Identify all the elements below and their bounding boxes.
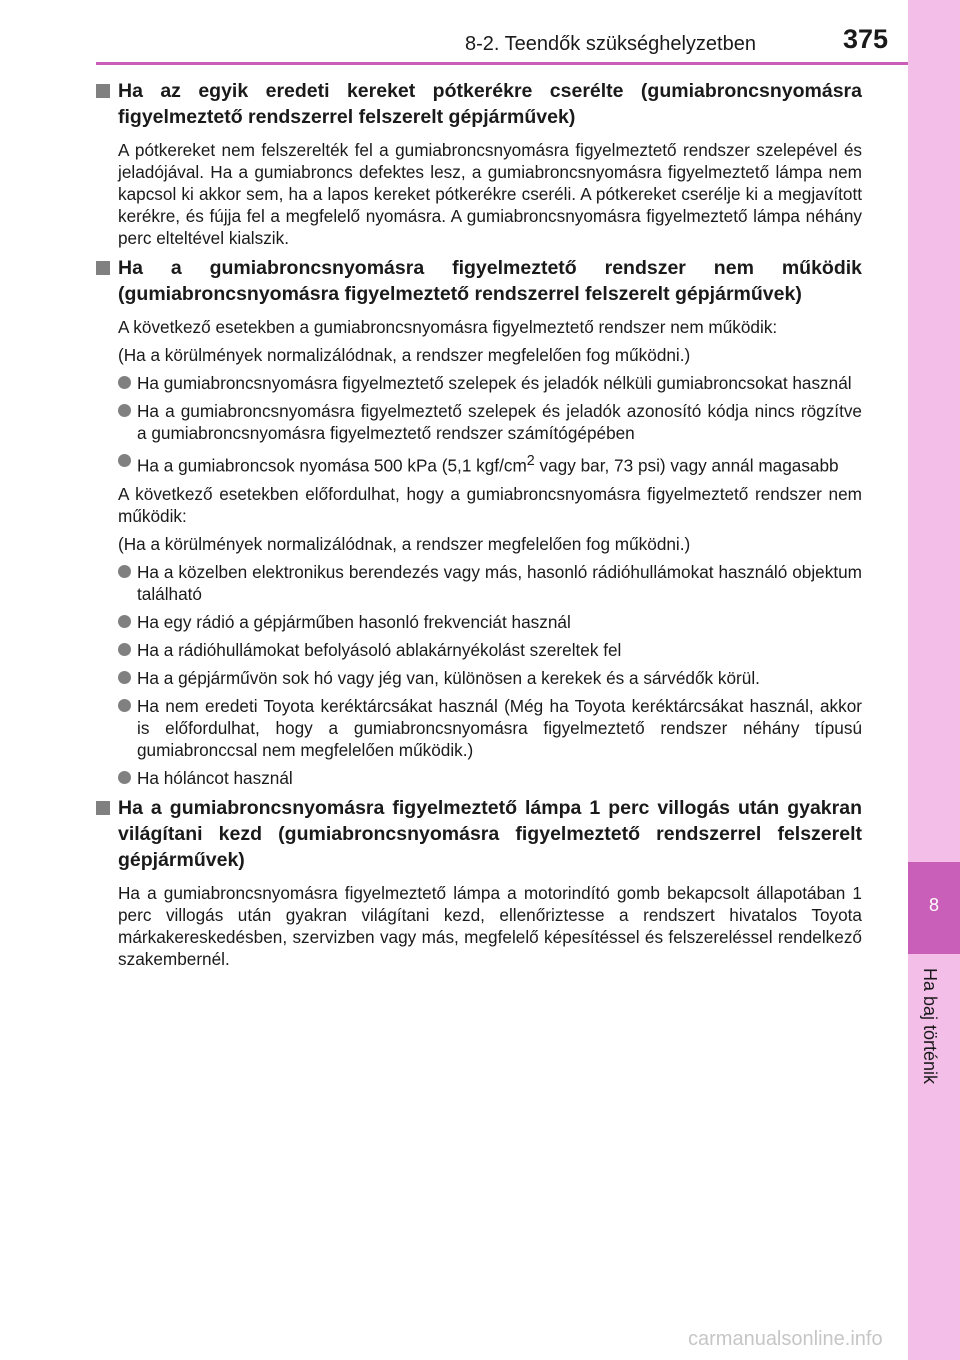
list-item [118, 639, 862, 661]
section-title: 8-2. Teendők szükséghelyzetben [465, 33, 756, 55]
circle-bullet-icon [118, 771, 131, 784]
page-number: 375 [843, 24, 889, 54]
list-item [118, 695, 862, 761]
list-item [118, 450, 862, 477]
list-item-text: Ha a gumiabroncsnyomásra figyelmeztető szelepek és jeladók azonosító kódja nincs rögzítve a gumiabroncsnyomásra figyelmeztető rendszer számítógépében [137, 401, 862, 443]
list-item-text: Ha a rádióhullámokat befolyásoló ablakárnyékolást szereltek fel [137, 639, 622, 660]
chapter-number: 8 [928, 895, 939, 915]
page-header [0, 0, 908, 62]
list-item-text: Ha egy rádió a gépjárműben hasonló frekvenciát használ [137, 611, 571, 632]
circle-bullet-icon [118, 671, 131, 684]
circle-bullet-icon [118, 643, 131, 656]
square-bullet-icon [96, 261, 110, 275]
paragraph-note: (Ha a körülmények normalizálódnak, a rendszer megfelelően fog működni.) [118, 345, 691, 365]
circle-bullet-icon [118, 615, 131, 628]
section-heading [96, 795, 862, 873]
paragraph: Ha a gumiabroncsnyomásra figyelmeztető lámpa a motorindító gomb bekapcsolt állapotában 1 perc villogás után gyakran világítani kezd, ellenőriztesse a rendszert hivatalos Toyota márkakereskedésben, szervizben vagy más, megfelelő képesítéssel és felszereléssel rendelkező szakembernél. [118, 882, 862, 969]
list-item-text: Ha hóláncot használ [137, 767, 293, 788]
circle-bullet-icon [118, 699, 131, 712]
circle-bullet-icon [118, 454, 131, 467]
header-rule [96, 62, 908, 65]
paragraph: A következő esetekben a gumiabroncsnyomásra figyelmeztető rendszer nem működik: [118, 317, 778, 337]
list-item-text-end: vagy bar, 73 psi) vagy annál magasabb [534, 455, 839, 476]
list-item [118, 767, 862, 789]
side-tab [908, 0, 960, 1360]
list-item-text-start: Ha a gumiabroncsok nyomása 500 kPa (5,1 kgf/cm [137, 455, 527, 476]
paragraph: A pótkereket nem felszerelték fel a gumiabroncsnyomásra figyelmeztető rendszer szelepével és jeladójával. Ha a gumiabroncs defektes lesz, a gumiabroncsnyomásra figyelmeztető lámpa nem kapcsol ki akkor sem, ha a lapos kereket pótkerékre cseréli. A pótkereket cserélje ki a megjavított kerékre, és fújja fel a megfelelő nyomásra. A gumiabroncsnyomásra figyelmeztető lámpa néhány perc elteltével kialszik. [118, 140, 862, 248]
watermark: carmanualsonline.info [688, 1328, 883, 1350]
list-item-text: Ha a közelben elektronikus berendezés vagy más, hasonló rádióhullámokat használó objektum található [137, 561, 862, 604]
list-item [118, 561, 862, 605]
section-heading-text: Ha a gumiabroncsnyomásra figyelmeztető lámpa 1 perc villogás után gyakran világítani kezd (gumiabroncsnyomásra figyelmeztető rendszerrel felszerelt gépjárművek) [118, 796, 862, 871]
square-bullet-icon [96, 801, 110, 815]
list-item-text: Ha nem eredeti Toyota keréktárcsákat használ (Még ha Toyota keréktárcsákat használ, akkor is előfordulhat, hogy a gumiabroncsnyomásra figyelmeztető rendszer néhány típusú gumiabronccsal nem megfelelően működik.) [137, 695, 862, 760]
paragraph: A következő esetekben előfordulhat, hogy a gumiabroncsnyomásra figyelmeztető rendszer nem működik: [118, 483, 862, 526]
list-item-text: Ha a gépjárművön sok hó vagy jég van, különösen a kerekek és a sárvédők körül. [137, 667, 760, 688]
section-heading [96, 255, 862, 307]
list-item [118, 400, 862, 444]
circle-bullet-icon [118, 565, 131, 578]
circle-bullet-icon [118, 376, 131, 389]
section-heading-text: Ha az egyik eredeti kereket pótkerékre cserélte (gumiabroncsnyomásra figyelmeztető rendszerrel felszerelt gépjárművek) [118, 80, 862, 128]
list-item [118, 372, 862, 394]
chapter-title: Ha baj történik [920, 968, 940, 1085]
section-heading [96, 78, 862, 130]
section-heading-text: Ha a gumiabroncsnyomásra figyelmeztető rendszer nem működik (gumiabroncsnyomásra figyelmeztető rendszerrel felszerelt gépjárművek) [118, 257, 862, 305]
paragraph-note: (Ha a körülmények normalizálódnak, a rendszer megfelelően fog működni.) [118, 533, 691, 554]
list-item [118, 611, 862, 633]
superscript: 2 [526, 453, 535, 469]
list-item [118, 667, 862, 689]
square-bullet-icon [96, 84, 110, 98]
circle-bullet-icon [118, 404, 131, 417]
page-content [96, 78, 862, 976]
list-item-text: Ha gumiabroncsnyomásra figyelmeztető szelepek és jeladók nélküli gumiabroncsokat használ [137, 373, 852, 393]
